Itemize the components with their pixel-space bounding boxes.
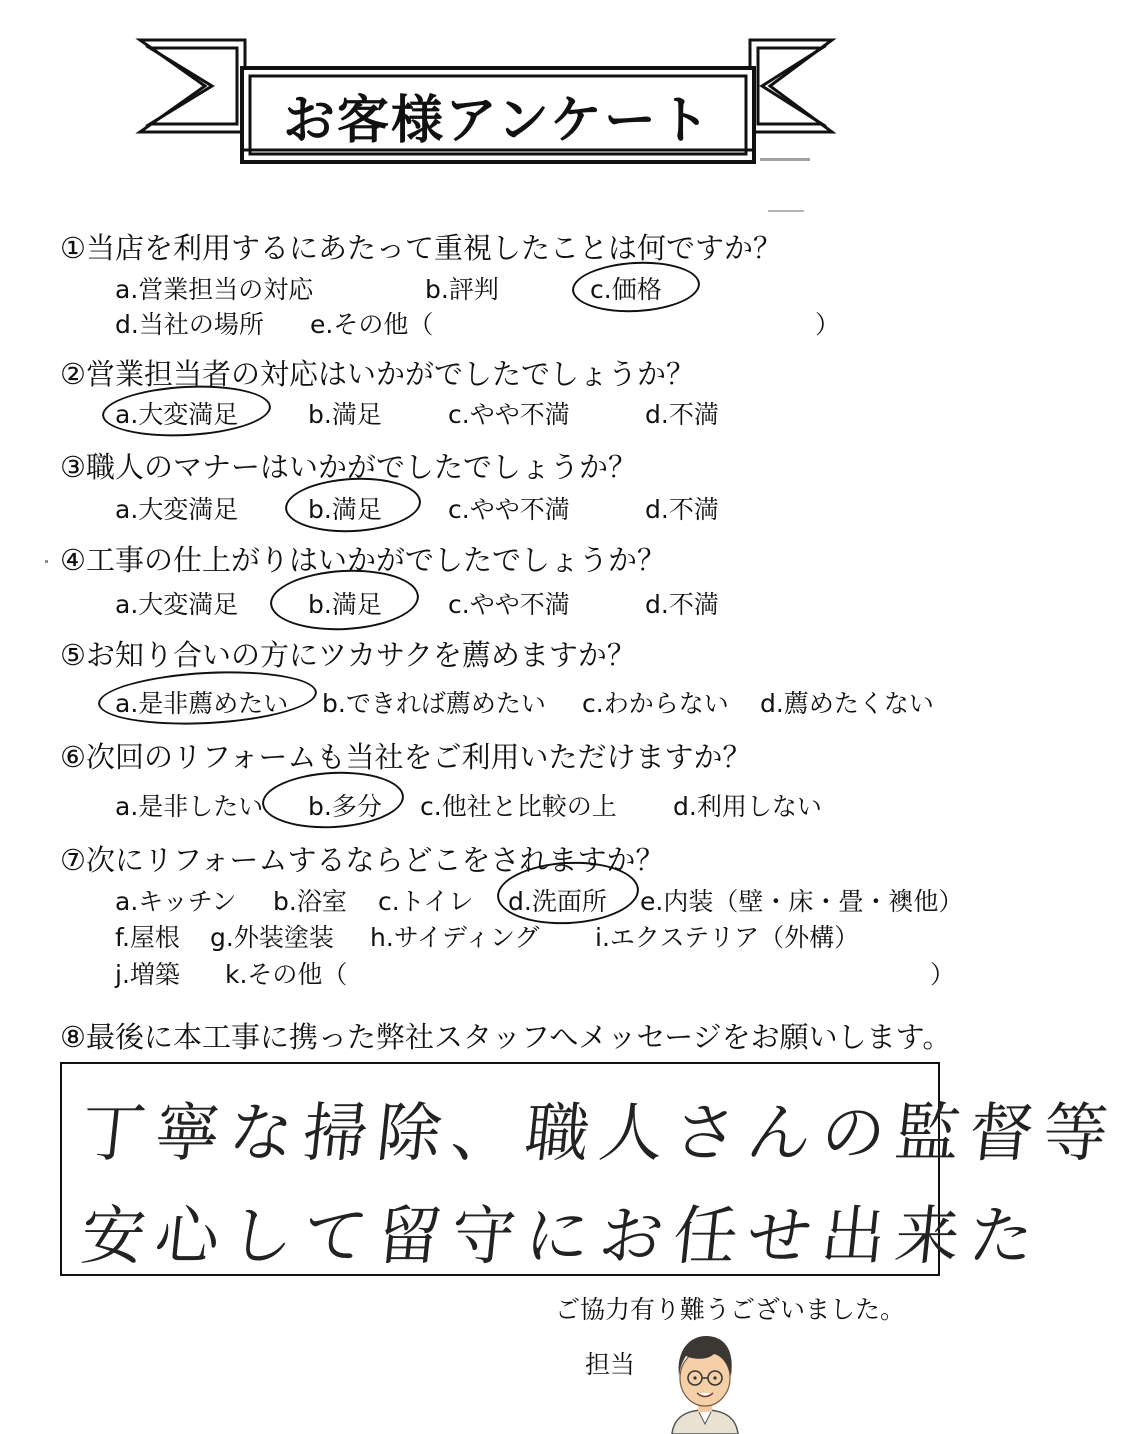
q7-option-d: d.洗面所 xyxy=(508,887,607,916)
q7-option-e: e.内装（壁・床・畳・襖他） xyxy=(640,887,964,916)
q1-option-c: c.価格 xyxy=(590,275,662,304)
q5-selection-circle xyxy=(97,666,318,729)
staff-avatar xyxy=(668,1330,742,1434)
q7-option-c: c.トイレ xyxy=(378,887,474,916)
q7-option-i: i.エクステリア（外構） xyxy=(595,923,860,952)
q4-option-d: d.不満 xyxy=(645,590,719,619)
thanks-text: ご協力有り難うございました。 xyxy=(555,1295,906,1324)
scan-speck xyxy=(760,158,810,161)
q5-option-a: a.是非薦めたい xyxy=(115,689,289,718)
q3-option-d: d.不満 xyxy=(645,495,719,524)
question-1: ①当店を利用するにあたって重視したことは何ですか？ xyxy=(60,231,782,265)
q7-option-b: b.浴室 xyxy=(273,887,347,916)
handwritten-message-line-1: 丁寧な掃除、職人さんの監督等 xyxy=(77,1097,1122,1171)
question-3: ③職人のマナーはいかがでしたでしょうか？ xyxy=(60,450,637,484)
q6-option-d: d.利用しない xyxy=(673,792,822,821)
page-title: お客様アンケート xyxy=(283,91,712,151)
q7-option-j: j.増築 xyxy=(115,960,180,989)
q7-option-k-close: ） xyxy=(930,960,956,989)
q7-option-h: h.サイディング xyxy=(370,923,540,952)
q4-option-b: b.満足 xyxy=(308,590,382,619)
q2-option-c: c.やや不満 xyxy=(448,400,570,429)
q7-option-g: g.外装塗装 xyxy=(210,923,334,952)
scan-speck xyxy=(768,210,804,212)
q2-option-b: b.満足 xyxy=(308,400,382,429)
handwritten-message-line-2: 安心して留守にお任せ出来た xyxy=(77,1200,1048,1274)
q2-option-a: a.大変満足 xyxy=(115,400,239,429)
question-6: ⑥次回のリフォームも当社をご利用いただけますか？ xyxy=(60,740,752,774)
q3-option-b: b.満足 xyxy=(308,495,382,524)
q5-option-d: d.薦めたくない xyxy=(760,689,934,718)
q5-option-c: c.わからない xyxy=(582,689,729,718)
q6-option-c: c.他社と比較の上 xyxy=(420,792,617,821)
q7-option-k: k.その他（ xyxy=(225,960,348,989)
q6-selection-circle xyxy=(261,768,406,831)
question-7: ⑦次にリフォームするならどこをされますか？ xyxy=(60,843,665,877)
question-8: ⑧最後に本工事に携った弊社スタッフへメッセージをお願いします。 xyxy=(60,1020,952,1054)
q1-option-b: b.評判 xyxy=(425,275,499,304)
q3-option-c: c.やや不満 xyxy=(448,495,570,524)
q7-option-f: f.屋根 xyxy=(115,923,180,952)
question-4: ④工事の仕上がりはいかがでしたでしょうか？ xyxy=(60,543,666,577)
q6-option-a: a.是非したい xyxy=(115,792,264,821)
q3-option-a: a.大変満足 xyxy=(115,495,239,524)
q1-selection-circle xyxy=(571,259,701,316)
question-2: ②営業担当者の対応はいかがでしたでしょうか？ xyxy=(60,357,695,391)
q4-option-c: c.やや不満 xyxy=(448,590,570,619)
q1-option-e-close: ） xyxy=(815,310,841,339)
q2-option-d: d.不満 xyxy=(645,400,719,429)
scan-speck xyxy=(45,560,48,563)
q6-option-b: b.多分 xyxy=(308,792,382,821)
q7-option-a: a.キッチン xyxy=(115,887,237,916)
question-5: ⑤お知り合いの方にツカサクを薦めますか？ xyxy=(60,638,636,672)
q4-option-a: a.大変満足 xyxy=(115,590,239,619)
q1-option-a: a.営業担当の対応 xyxy=(115,275,314,304)
q1-option-d: d.当社の場所 xyxy=(115,310,264,339)
staff-label: 担当 xyxy=(585,1350,636,1379)
q5-option-b: b.できれば薦めたい xyxy=(322,689,546,718)
q1-option-e: e.その他（ xyxy=(310,310,434,339)
